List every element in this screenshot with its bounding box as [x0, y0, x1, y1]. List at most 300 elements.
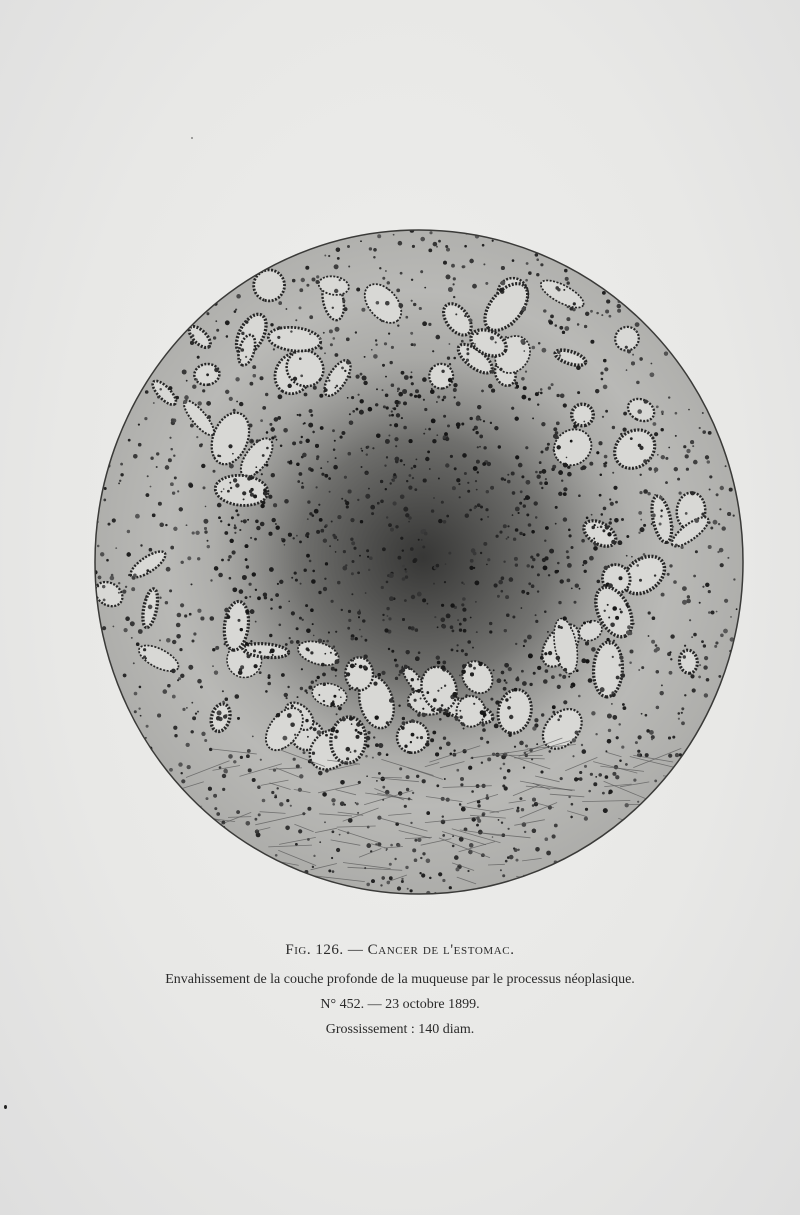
nucleus: [400, 495, 405, 500]
nucleus: [623, 412, 627, 416]
nucleus: [320, 467, 322, 469]
nucleus: [271, 437, 274, 440]
nucleus: [505, 595, 509, 599]
nucleus: [452, 835, 454, 837]
nucleus: [468, 766, 472, 770]
nucleus: [335, 892, 337, 894]
nucleus: [701, 640, 704, 643]
nucleus: [718, 863, 722, 867]
nucleus: [477, 471, 479, 473]
nucleus: [606, 278, 608, 280]
nucleus: [654, 432, 658, 436]
nucleus: [427, 691, 430, 694]
nucleus: [178, 762, 182, 766]
nucleus: [610, 502, 614, 506]
nucleus: [418, 539, 420, 541]
nucleus: [208, 787, 212, 791]
nucleus: [517, 807, 520, 810]
nucleus: [713, 886, 716, 889]
nucleus: [344, 476, 347, 479]
nucleus: [545, 669, 549, 673]
nucleus: [306, 554, 310, 558]
nucleus: [702, 392, 704, 394]
nucleus: [576, 863, 579, 866]
nucleus: [122, 722, 124, 724]
nucleus: [582, 465, 586, 469]
nucleus: [365, 494, 370, 499]
nucleus: [612, 849, 616, 853]
nucleus: [122, 735, 125, 738]
nucleus: [545, 478, 547, 480]
nucleus: [724, 599, 728, 603]
nucleus: [340, 890, 344, 894]
nucleus: [644, 837, 646, 839]
nucleus: [637, 842, 641, 846]
nucleus: [177, 679, 179, 681]
nucleus: [584, 765, 587, 768]
nucleus: [672, 526, 674, 528]
nucleus: [313, 727, 317, 731]
nucleus: [443, 396, 446, 399]
nucleus: [158, 502, 162, 506]
nucleus: [656, 706, 659, 709]
nucleus: [652, 268, 656, 272]
nucleus: [683, 445, 686, 448]
nucleus: [133, 797, 138, 802]
nucleus: [295, 843, 298, 846]
nucleus: [110, 264, 114, 268]
nucleus: [631, 361, 635, 365]
nucleus: [429, 877, 431, 879]
nucleus: [476, 489, 478, 491]
fiber-strand: [667, 873, 702, 876]
nucleus: [215, 320, 217, 322]
nucleus: [287, 686, 289, 688]
fiber-strand: [234, 883, 279, 887]
nucleus: [630, 285, 634, 289]
nucleus: [471, 790, 474, 793]
nucleus: [614, 844, 619, 849]
nucleus: [269, 634, 272, 637]
nucleus: [161, 877, 164, 880]
nucleus: [106, 883, 110, 887]
fiber-strand: [578, 875, 628, 887]
nucleus: [173, 455, 175, 457]
nucleus: [643, 489, 648, 494]
nucleus: [128, 737, 130, 739]
nucleus: [329, 491, 331, 493]
nucleus: [613, 715, 618, 720]
nucleus: [682, 869, 685, 872]
nucleus: [641, 837, 643, 839]
nucleus: [733, 515, 735, 517]
nucleus: [636, 870, 638, 872]
nucleus: [707, 756, 710, 759]
nucleus: [595, 389, 599, 393]
nucleus: [476, 417, 480, 421]
nucleus: [398, 241, 403, 246]
nucleus: [331, 521, 333, 523]
nucleus: [334, 440, 336, 442]
nucleus: [416, 775, 419, 778]
nucleus: [125, 777, 129, 781]
nucleus: [586, 517, 589, 520]
nucleus: [422, 779, 426, 783]
nucleus: [321, 529, 325, 533]
nucleus: [163, 250, 168, 255]
nucleus: [366, 883, 370, 887]
nucleus: [490, 486, 494, 490]
nucleus: [189, 483, 193, 487]
nucleus: [192, 716, 196, 720]
nucleus: [286, 234, 290, 238]
nucleus: [737, 780, 740, 783]
nucleus: [262, 406, 266, 410]
nucleus: [246, 754, 250, 758]
fiber-strand: [245, 878, 264, 885]
nucleus: [284, 499, 288, 503]
nucleus: [648, 611, 651, 614]
nucleus: [217, 455, 219, 457]
nucleus: [160, 784, 162, 786]
nucleus: [234, 524, 236, 526]
nucleus: [391, 414, 394, 417]
nucleus: [635, 741, 638, 744]
nucleus: [324, 352, 326, 354]
nucleus: [463, 728, 465, 730]
nucleus: [659, 496, 662, 499]
nucleus: [621, 746, 624, 749]
nucleus: [291, 577, 293, 579]
nucleus: [267, 682, 271, 686]
nucleus: [281, 673, 285, 677]
nucleus: [519, 532, 522, 535]
nucleus: [639, 307, 641, 309]
nucleus: [568, 241, 572, 245]
nucleus: [324, 388, 328, 392]
nucleus: [709, 298, 711, 300]
nucleus: [430, 368, 432, 370]
nucleus: [109, 813, 111, 815]
nucleus: [226, 837, 229, 840]
nucleus: [290, 330, 292, 332]
nucleus: [526, 514, 529, 517]
nucleus: [460, 783, 463, 786]
nucleus: [626, 268, 628, 270]
nucleus: [348, 452, 352, 456]
nucleus: [528, 398, 531, 401]
nucleus: [483, 542, 487, 546]
nucleus: [371, 512, 374, 515]
nucleus: [612, 691, 615, 694]
nucleus: [575, 861, 579, 865]
nucleus: [610, 869, 614, 873]
nucleus: [675, 412, 678, 415]
nucleus: [486, 741, 489, 744]
nucleus: [397, 886, 401, 890]
nucleus: [609, 247, 612, 250]
nucleus: [481, 390, 484, 393]
nucleus: [720, 634, 724, 638]
nucleus: [298, 788, 302, 792]
nucleus: [506, 538, 508, 540]
nucleus: [279, 802, 283, 806]
nucleus: [657, 454, 659, 456]
nucleus: [395, 677, 398, 680]
nucleus: [638, 882, 640, 884]
nucleus: [214, 671, 218, 675]
nucleus: [459, 675, 461, 677]
nucleus: [425, 742, 429, 746]
nucleus: [449, 343, 451, 345]
nucleus: [487, 516, 489, 518]
nucleus: [407, 703, 411, 707]
nucleus: [634, 299, 637, 302]
nucleus: [625, 763, 628, 766]
nucleus: [253, 495, 257, 499]
nucleus: [712, 730, 714, 732]
nucleus: [482, 728, 486, 732]
nucleus: [466, 359, 469, 362]
nucleus: [106, 448, 108, 450]
nucleus: [509, 715, 513, 719]
nucleus: [111, 772, 113, 774]
nucleus: [446, 742, 451, 747]
nucleus: [190, 424, 194, 428]
nucleus: [306, 532, 310, 536]
nucleus: [371, 349, 373, 351]
nucleus: [509, 233, 512, 236]
nucleus: [668, 754, 672, 758]
nucleus: [153, 865, 157, 869]
nucleus: [293, 537, 295, 539]
nucleus: [512, 514, 514, 516]
nucleus: [446, 435, 448, 437]
nucleus: [368, 569, 370, 571]
nucleus: [336, 385, 338, 387]
nucleus: [423, 433, 425, 435]
nucleus: [410, 376, 413, 379]
nucleus: [727, 320, 731, 324]
nucleus: [467, 870, 469, 872]
nucleus: [617, 309, 621, 313]
nucleus: [419, 307, 422, 310]
nucleus: [503, 524, 507, 528]
nucleus: [512, 616, 515, 619]
nucleus: [127, 552, 131, 556]
nucleus: [451, 649, 454, 652]
nucleus: [534, 718, 538, 722]
nucleus: [612, 606, 617, 611]
nucleus: [296, 640, 300, 644]
nucleus: [112, 438, 115, 441]
nucleus: [444, 778, 446, 780]
nucleus: [710, 793, 714, 797]
nucleus: [504, 479, 506, 481]
nucleus: [625, 803, 629, 807]
nucleus: [466, 348, 469, 351]
nucleus: [250, 609, 255, 614]
nucleus: [391, 384, 394, 387]
nucleus: [445, 463, 449, 467]
nucleus: [508, 734, 511, 737]
nucleus: [220, 520, 222, 522]
nucleus: [519, 502, 522, 505]
nucleus: [303, 751, 306, 754]
nucleus: [103, 661, 105, 663]
nucleus: [93, 807, 96, 810]
nucleus: [479, 229, 483, 233]
nucleus: [100, 696, 104, 700]
nucleus: [715, 704, 718, 707]
fiber-strand: [568, 860, 607, 862]
nucleus: [204, 519, 209, 524]
nucleus: [528, 654, 533, 659]
nucleus: [306, 284, 309, 287]
nucleus: [532, 726, 536, 730]
nucleus: [310, 468, 314, 472]
nucleus: [628, 838, 630, 840]
fiber-strand: [655, 819, 679, 824]
nucleus: [453, 296, 455, 298]
nucleus: [729, 367, 731, 369]
nucleus: [314, 509, 319, 514]
nucleus: [323, 539, 327, 543]
nucleus: [102, 288, 107, 293]
nucleus: [617, 837, 621, 841]
nucleus: [254, 664, 258, 668]
nucleus: [388, 435, 390, 437]
nucleus: [125, 586, 127, 588]
nucleus: [545, 884, 549, 888]
nucleus: [674, 467, 678, 471]
nucleus: [461, 807, 466, 812]
nucleus: [335, 659, 340, 664]
nucleus: [619, 656, 623, 660]
nucleus: [320, 347, 323, 350]
nucleus: [704, 836, 707, 839]
nucleus: [192, 532, 195, 535]
nucleus: [373, 256, 375, 258]
nucleus: [544, 652, 547, 655]
nucleus: [719, 548, 723, 552]
nucleus: [420, 736, 423, 739]
nucleus: [722, 359, 724, 361]
nucleus: [528, 271, 531, 274]
nucleus: [738, 479, 740, 481]
nucleus: [492, 836, 494, 838]
nucleus: [165, 465, 169, 469]
nucleus: [246, 565, 249, 568]
nucleus: [741, 360, 745, 364]
nucleus: [575, 731, 579, 735]
fiber-strand: [174, 873, 213, 877]
nucleus: [442, 624, 446, 628]
nucleus: [95, 459, 99, 463]
nucleus: [331, 857, 333, 859]
nucleus: [430, 231, 433, 234]
nucleus: [623, 706, 627, 710]
nucleus: [256, 439, 259, 442]
nucleus: [94, 776, 96, 778]
nucleus: [505, 682, 507, 684]
nucleus: [192, 334, 195, 337]
nucleus: [562, 331, 565, 334]
nucleus: [165, 880, 169, 884]
nucleus: [412, 792, 414, 794]
nucleus: [661, 593, 665, 597]
nucleus: [375, 339, 377, 341]
nucleus: [394, 659, 397, 662]
nucleus: [382, 876, 385, 879]
nucleus: [640, 474, 642, 476]
nucleus: [275, 877, 279, 881]
nucleus: [544, 611, 546, 613]
nucleus: [172, 695, 176, 699]
nucleus: [410, 822, 412, 824]
nucleus: [515, 455, 519, 459]
nucleus: [459, 629, 462, 632]
nucleus: [275, 593, 279, 597]
nucleus: [669, 651, 671, 653]
nucleus: [445, 245, 448, 248]
nucleus: [605, 525, 609, 529]
nucleus: [223, 488, 225, 490]
nucleus: [171, 845, 175, 849]
nucleus: [108, 771, 112, 775]
nucleus: [329, 545, 331, 547]
nucleus: [612, 426, 615, 429]
nucleus: [702, 259, 706, 263]
nucleus: [530, 556, 533, 559]
nucleus: [254, 538, 257, 541]
nucleus: [453, 388, 457, 392]
nucleus: [102, 626, 106, 630]
nucleus: [307, 736, 309, 738]
nucleus: [439, 718, 442, 721]
nucleus: [344, 370, 346, 372]
nucleus: [716, 493, 719, 496]
nucleus: [105, 409, 109, 413]
nucleus: [384, 628, 388, 632]
nucleus: [400, 272, 403, 275]
nucleus: [126, 836, 129, 839]
nucleus: [336, 248, 340, 252]
nucleus: [310, 608, 314, 612]
nucleus: [404, 599, 407, 602]
nucleus: [114, 318, 119, 323]
nucleus: [544, 540, 546, 542]
nucleus: [205, 506, 207, 508]
histology-plate: [93, 228, 745, 896]
nucleus: [613, 640, 615, 642]
nucleus: [122, 735, 125, 738]
nucleus: [733, 448, 737, 452]
nucleus: [236, 294, 240, 298]
nucleus: [604, 566, 608, 570]
nucleus: [303, 423, 305, 425]
nucleus: [734, 360, 736, 362]
nucleus: [441, 604, 444, 607]
nucleus: [113, 869, 118, 874]
nucleus: [97, 281, 100, 284]
nucleus: [649, 853, 651, 855]
nucleus: [260, 419, 263, 422]
nucleus: [526, 262, 529, 265]
nucleus: [475, 581, 480, 586]
nucleus: [627, 625, 631, 629]
nucleus: [638, 669, 640, 671]
